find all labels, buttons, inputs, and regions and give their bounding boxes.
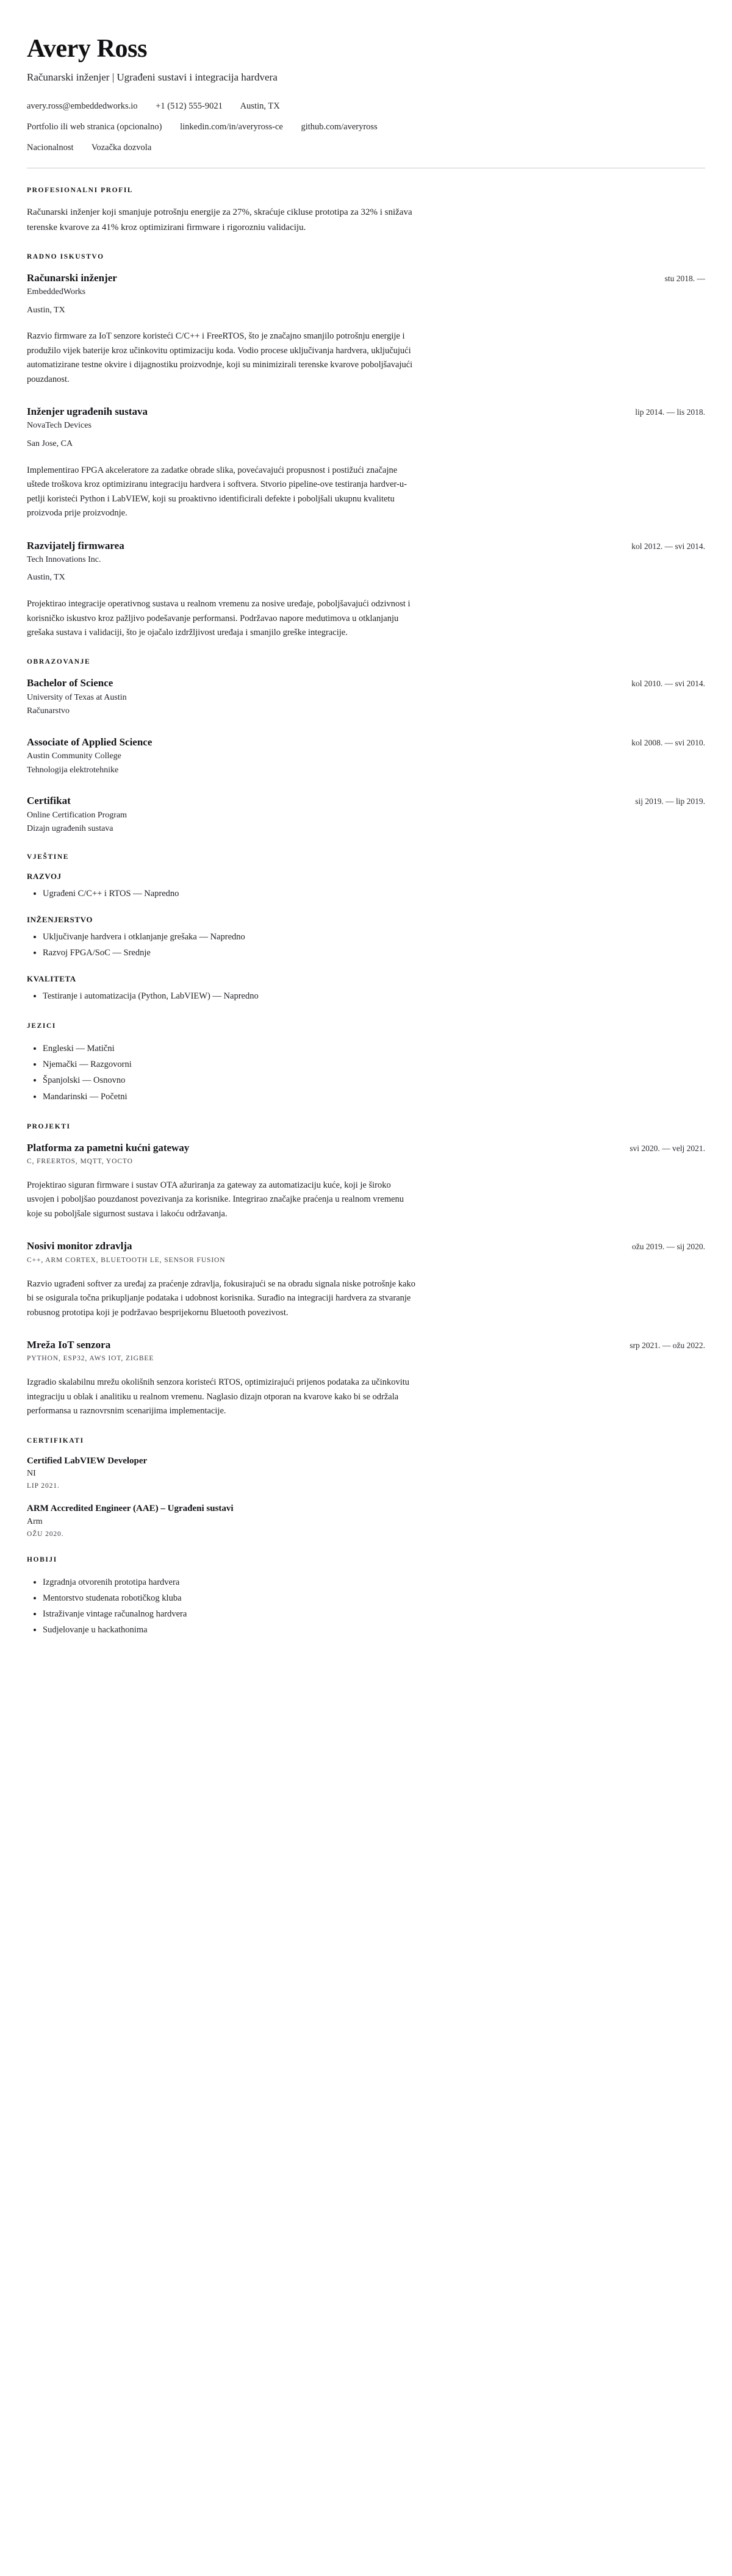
certificate-name: Certified LabVIEW Developer [27,1455,148,1466]
education-date: sij 2019. — lip 2019. [635,797,705,806]
education-entry [27,794,705,834]
certificate-issuer: Arm [27,1516,43,1526]
experience-entry-head [27,271,705,284]
project-name: Platforma za pametni kućni gateway [27,1141,190,1153]
education-entry-head [27,676,705,689]
section-certificates [27,1437,705,1538]
hobby-item: • Sudjelovanje u hackathonima [43,1622,705,1638]
education-degree: Bachelor of Science [27,677,113,689]
project-description: Projektirao siguran firmware i sustav OTA ažuriranja za gateway za automatizaciju kuće, koji je široko usvojen i poboljšao pouzdanost povezivanja za korisnike. Integrirao značajke praćenja u realnom vremenu koje su poboljšale sigurnost sustava i lakoću održavanja. [27,1180,404,1219]
project-entry-head [27,1240,705,1252]
experience-location: San Jose, CA [27,439,73,449]
skill-list [27,930,705,961]
skill-item: • Razvoj FPGA/SoC — Srednje [43,945,705,961]
resume-header [27,35,705,168]
experience-description: Razvio firmware za IoT senzore koristeći C/C++ i FreeRTOS, što je značajno smanjilo potrošnju energije i produžilo vijek baterije kroz učinkovitu optimizaciju koda. Vodio procese uključivanja hardvera, uključujući automatizirane testne okvire i dijagnostiku proizvodnje, koji su minimizirali terenske kvarove poboljšavajući pouzdanost. [27,331,413,384]
hobby-list [27,1574,705,1638]
language-item: • Engleski — Matični [43,1041,705,1057]
project-date: srp 2021. — ožu 2022. [630,1341,705,1351]
candidate-name: Avery Ross [27,35,148,63]
education-school: Online Certification Program [27,810,127,820]
education-date: kol 2008. — svi 2010. [631,737,705,747]
skill-list [27,886,705,902]
language-item: • Njemački — Razgovorni [43,1057,705,1072]
section-title-certificates: CERTIFIKATI [27,1437,84,1444]
experience-company: EmbeddedWorks [27,287,86,297]
certificate-date: OŽU 2020. [27,1530,64,1538]
hobby-item: • Mentorstvo studenata robotičkog kluba [43,1590,705,1606]
experience-role: Inženjer ugrađenih sustava [27,406,148,418]
section-title-skills: VJEŠTINE [27,853,70,861]
experience-entry [27,405,705,520]
experience-date: kol 2012. — svi 2014. [631,541,705,551]
section-education [27,658,705,834]
project-tags: C++, ARM CORTEX, BLUETOOTH LE, SENSOR FUSION [27,1256,226,1264]
summary-text: Računarski inženjer koji smanjuje potrošnju energije za 27%, skraćuje cikluse prototipa za 32% i snižava terenske kvarove za 41% kroz optimizirani firmware i rigorozniu validaciju. [27,207,412,232]
skill-group-title: RAZVOJ [27,871,62,881]
education-entry-head [27,794,705,807]
experience-date: stu 2018. — [664,273,705,283]
experience-entry [27,271,705,387]
education-degree: Certifikat [27,795,71,807]
contact-github[interactable]: github.com/averyross [301,122,378,132]
education-entry [27,676,705,717]
candidate-headline: Računarski inženjer | Ugrađeni sustavi i integracija hardvera [27,71,278,84]
project-tags: PYTHON, ESP32, AWS IOT, ZIGBEE [27,1355,154,1363]
experience-date: lip 2014. — lis 2018. [635,407,705,417]
contact-linkedin[interactable]: linkedin.com/in/averyross-ce [180,122,283,132]
section-projects [27,1123,705,1419]
language-item: • Španjolski — Osnovno [43,1072,705,1088]
certificate-name: ARM Accredited Engineer (AAE) – Ugrađeni sustavi [27,1504,234,1514]
education-degree: Associate of Applied Science [27,736,152,748]
skill-group [27,915,705,961]
project-description: Razvio ugrađeni softver za uređaj za praćenje zdravlja, fokusirajući se na obradu signala niske potrošnje kako bi se osigurala točna prikupljanje podataka i udobnost korisnika. Surađio na integraciji hardvera za stvaranje robusnog prototipa koji je podržavao besprijekornu Bluetooth povezivost. [27,1279,415,1318]
education-field: Računarstvo [27,706,70,716]
contact-row-primary [27,100,705,113]
section-title-summary: PROFESIONALNI PROFIL [27,187,134,195]
skill-item: • Ugrađeni C/C++ i RTOS — Napredno [43,886,705,902]
contact-nationality: Nacionalnost [27,143,74,153]
experience-location: Austin, TX [27,305,65,315]
skill-item: • Uključivanje hardvera i otklanjanje grešaka — Napredno [43,930,705,945]
experience-company: Tech Innovations Inc. [27,554,101,564]
project-entry [27,1141,705,1222]
certificate-entry [27,1503,705,1538]
project-entry [27,1240,705,1320]
skill-item: • Testiranje i automatizacija (Python, LabVIEW) — Napredno [43,989,705,1004]
hobby-item: • Izgradnja otvorenih prototipa hardvera [43,1574,705,1590]
certificate-entry [27,1455,705,1490]
experience-entry-head [27,405,705,418]
education-entry-head [27,736,705,748]
skill-group [27,872,705,902]
section-summary [27,187,705,235]
section-title-education: OBRAZOVANJE [27,658,91,666]
project-entry [27,1338,705,1419]
section-title-experience: RADNO ISKUSTVO [27,253,104,260]
experience-description: Implementirao FPGA akceleratore za zadatke obrade slika, povećavajući propusnost i postižući značajne uštede troškova kroz optimiziranu integraciju hardvera i softvera. Stvorio pipeline-ove testiranja hardver-u-petlji koristeći Python i LabVIEW, koji su proaktivno identificirali defekte i poboljšali ukupnu kvalitetu proizvoda prije proizvodnje. [27,465,407,518]
contact-location: Austin, TX [240,101,280,112]
contact-portfolio[interactable]: Portfolio ili web stranica (opcionalno) [27,122,162,132]
section-title-hobbies: HOBIJI [27,1555,57,1563]
project-entry-head [27,1338,705,1351]
section-title-languages: JEZICI [27,1022,56,1030]
education-school: Austin Community College [27,752,121,761]
education-field: Dizajn ugrađenih sustava [27,824,113,834]
section-hobbies [27,1556,705,1638]
education-entry [27,736,705,776]
language-list [27,1041,705,1104]
certificate-date: LIP 2021. [27,1482,60,1490]
project-name: Mreža IoT senzora [27,1339,111,1351]
project-entry-head [27,1141,705,1154]
skill-group [27,974,705,1004]
experience-description: Projektirao integracije operativnog sustava u realnom vremenu za nosive uređaje, poboljšavajući odzivnost i korisničko iskustvo kroz pažljivo podešavanje performansi. Podržavao napore medutimova u otklanjanju grešaka sustava i validaciji, što je ojačalo izdržljivost uređaja i smanjilo greške integracije. [27,599,411,637]
contact-row-extra [27,142,705,154]
skill-list [27,989,705,1004]
project-description: Izgradio skalabilnu mrežu okolišnih senzora koristeći RTOS, optimizirajući prijenos podataka za učinkovitu integraciju u oblak i analitiku u realnom vremenu. Naglasio dizajn otporan na kvarove kako bi se održala performansa u raznovrsnim scenarijima implementacije. [27,1377,410,1416]
project-tags: C, FREERTOS, MQTT, YOCTO [27,1157,133,1165]
section-title-projects: PROJEKTI [27,1122,71,1130]
contact-drivers-license: Vozačka dozvola [91,143,152,153]
education-school: University of Texas at Austin [27,692,127,702]
experience-company: NovaTech Devices [27,421,92,431]
hobby-item: • Istraživanje vintage računalnog hardvera [43,1606,705,1622]
skill-group-title: KVALITETA [27,974,76,983]
certificate-issuer: NI [27,1469,36,1479]
experience-entry [27,539,705,640]
contact-email[interactable]: avery.ross@embeddedworks.io [27,101,138,112]
project-name: Nosivi monitor zdravlja [27,1240,132,1252]
project-date: ožu 2019. — sij 2020. [632,1242,705,1252]
experience-entry-head [27,539,705,552]
section-languages [27,1022,705,1104]
contact-row-links [27,121,705,134]
project-date: svi 2020. — velj 2021. [630,1143,705,1153]
contact-phone[interactable]: +1 (512) 555-9021 [156,101,223,112]
education-date: kol 2010. — svi 2014. [631,679,705,689]
experience-location: Austin, TX [27,573,65,583]
section-skills [27,853,705,1005]
education-field: Tehnologija elektrotehnike [27,765,119,775]
skill-group-title: INŽENJERSTVO [27,915,93,925]
experience-role: Razvijatelj firmwarea [27,539,124,551]
section-experience [27,253,705,640]
experience-role: Računarski inženjer [27,271,117,284]
language-item: • Mandarinski — Početni [43,1089,705,1105]
